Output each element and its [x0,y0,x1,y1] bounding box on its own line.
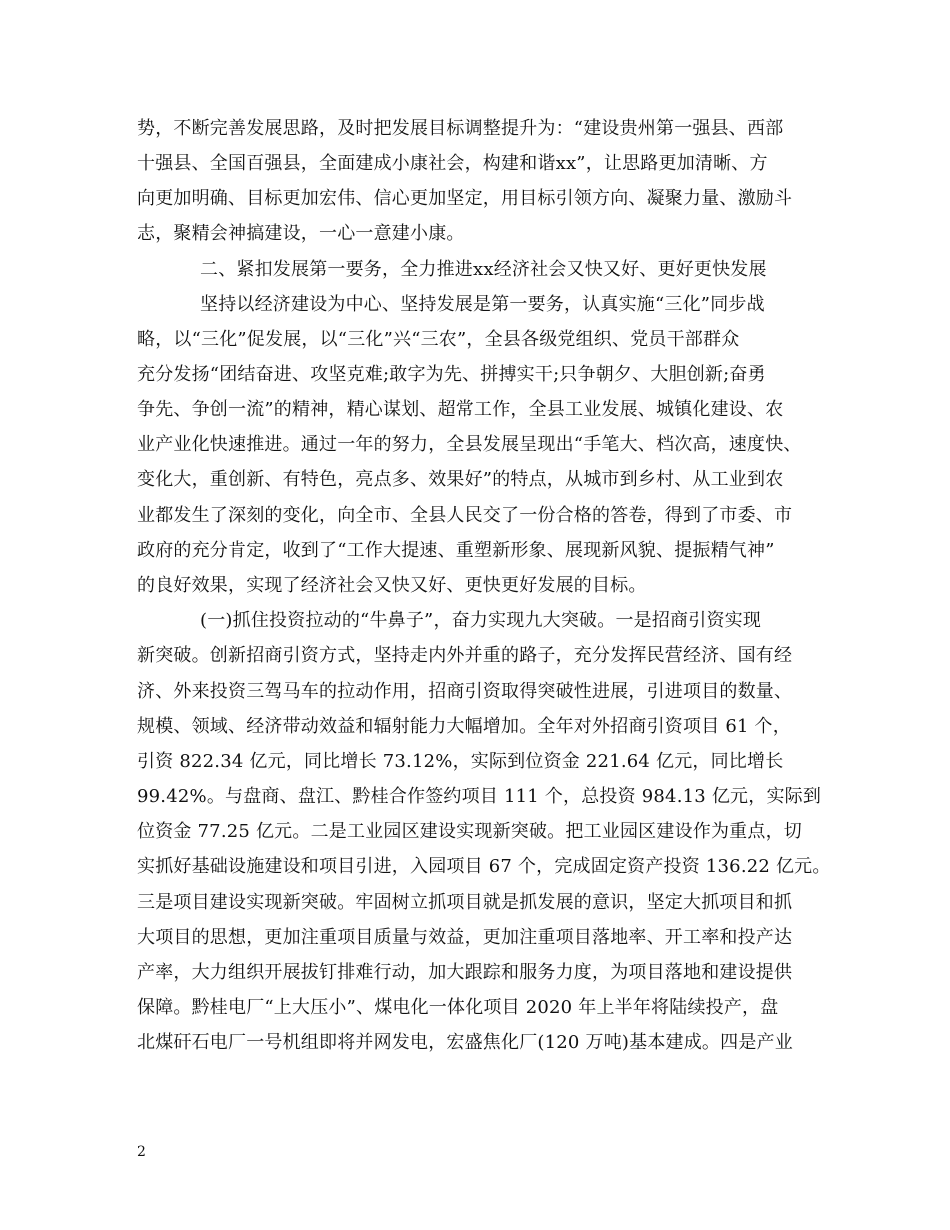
paragraph-first-line: 坚持以经济建设为中心、坚持发展是第一要务，认真实施“三化”同步战 [200,294,765,315]
body-text-line: 势，不断完善发展思路，及时把发展目标调整提升为：“建设贵州第一强县、西部 [137,118,784,139]
body-text-line: 位资金 77.25 亿元。二是工业园区建设实现新突破。把工业园区建设作为重点，切 [137,821,802,842]
body-text-line: 保障。黔桂电厂“上大压小”、煤电化一体化项目 2020 年上半年将陆续投产，盘 [137,997,779,1018]
body-text-line: 争先、争创一流”的精神，精心谋划、超常工作，全县工业发展、城镇化建设、农 [137,399,784,420]
body-text-line: 志，聚精会神搞建设，一心一意建小康。 [137,223,465,244]
body-text-line: 业都发生了深刻的变化，向全市、全县人民交了一份合格的答卷，得到了市委、市 [137,505,793,526]
body-text-line: 规模、领域、经济带动效益和辐射能力大幅增加。全年对外招商引资项目 61 个， [137,716,791,737]
body-text-line: 的良好效果，实现了经济社会又快又好、更快更好发展的目标。 [137,575,647,596]
body-text-line: 变化大，重创新、有特色，亮点多、效果好”的特点，从城市到乡村、从工业到农 [137,469,784,490]
body-text-line: 十强县、全国百强县，全面建成小康社会，构建和谐xx”，让思路更加清晰、方 [137,153,768,174]
body-text-line: 99.42%。与盘商、盘江、黔桂合作签约项目 111 个，总投资 984.13 亿元，实际到 [137,786,822,807]
body-text-line: 实抓好基础设施建设和项目引进，入园项目 67 个，完成固定资产投资 136.22 亿元。 [137,856,831,877]
body-text-line: 新突破。创新招商引资方式，坚持走内外并重的路子，充分发挥民营经济、国有经 [137,645,793,666]
body-text-line: 北煤矸石电厂一号机组即将并网发电，宏盛焦化厂(120 万吨)基本建成。四是产业 [137,1032,793,1053]
body-text-line: 向更加明确、目标更加宏伟、信心更加坚定，用目标引领方向、凝聚力量、激励斗 [137,188,793,209]
body-text-line: 产率，大力组织开展拔钉排难行动，加大跟踪和服务力度，为项目落地和建设提供 [137,962,793,983]
paragraph-first-line: (一)抓住投资拉动的“牛鼻子”，奋力实现九大突破。一是招商引资实现 [200,610,762,631]
body-text-line: 充分发扬“团结奋进、攻坚克难;敢字为先、拼搏实干;只争朝夕、大胆创新;奋勇 [137,364,766,385]
section-heading: 二、紧扣发展第一要务，全力推进xx经济社会又快又好、更好更快发展 [200,259,767,280]
body-text-line: 略，以“三化”促发展，以“三化”兴“三农”，全县各级党组织、党员干部群众 [137,329,740,350]
body-text-line: 引资 822.34 亿元，同比增长 73.12%，实际到位资金 221.64 亿元，同比增长 [137,751,784,772]
body-text-line: 大项目的思想，更加注重项目质量与效益，更加注重项目落地率、开工率和投产达 [137,927,793,948]
body-text-line: 济、外来投资三驾马车的拉动作用，招商引资取得突破性进展，引进项目的数量、 [137,681,793,702]
body-text-line: 业产业化快速推进。通过一年的努力，全县发展呈现出“手笔大、档次高，速度快、 [137,434,802,455]
body-text-line: 政府的充分肯定，收到了“工作大提速、重塑新形象、展现新风貌、提振精气神” [137,540,775,561]
page-number: 2 [137,1144,146,1160]
body-text-line: 三是项目建设实现新突破。牢固树立抓项目就是抓发展的意识，坚定大抓项目和抓 [137,892,793,913]
